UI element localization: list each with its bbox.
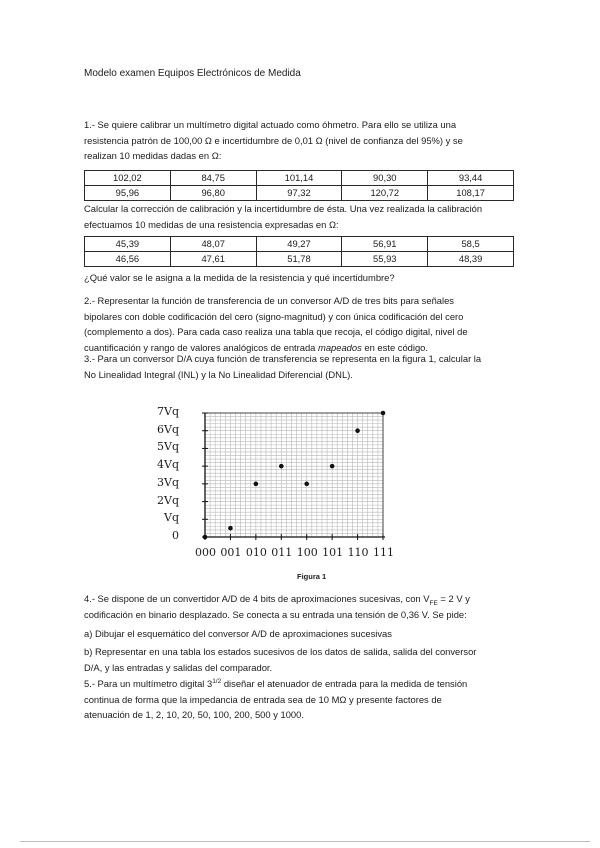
q1-mid-line-2: efectuamos 10 medidas de una resistencia expresadas en Ω: — [84, 218, 339, 230]
q5-line-3: atenuación de 1, 2, 10, 20, 50, 100, 200, 500 y 1000. — [84, 709, 304, 720]
table-cell: 120,72 — [342, 186, 428, 201]
table-cell: 48,39 — [428, 252, 514, 267]
table-row — [85, 237, 514, 252]
data-point — [304, 482, 309, 487]
table-cell: 101,14 — [256, 171, 342, 186]
q4-line-1-subscript: FE — [429, 599, 438, 607]
q1-intro-line-3: realizan 10 medidas dadas en Ω: — [84, 150, 222, 161]
x-tick-label: 111 — [373, 546, 394, 559]
table-cell: 93,44 — [428, 171, 514, 186]
y-tick-label: 2Vq — [157, 493, 179, 507]
table-cell: 96,80 — [170, 186, 256, 201]
q5-line-1-superscript: 1/2 — [212, 677, 222, 685]
q4-line-1-b: = 2 V y — [437, 593, 470, 604]
table-cell: 45,39 — [85, 237, 171, 252]
q1-mid-line-1: Calcular la corrección de calibración y la incertidumbre de ésta. Una vez realizada la calibración — [84, 203, 483, 214]
table-cell: 56,91 — [342, 237, 428, 252]
table-cell: 55,93 — [342, 252, 428, 267]
q3-line-2: No Linealidad Integral (INL) y la No Linealidad Diferencial (DNL). — [84, 368, 353, 380]
q1-intro — [84, 117, 514, 164]
table-cell: 90,30 — [342, 171, 428, 186]
q1-question: ¿Qué valor se le asigna a la medida de la resistencia y qué incertidumbre? — [84, 272, 395, 283]
q4-line-2: codificación en binario desplazado. Se conecta a su entrada una tensión de 0,36 V. Se pide: — [84, 608, 467, 620]
q2-line-2: bipolares con doble codificación del cero (signo-magnitud) y con única codificación del cero — [84, 310, 464, 322]
x-tick-label: 010 — [245, 546, 267, 559]
data-point — [355, 428, 360, 433]
q2-line-4-emphasis: mapeados — [318, 341, 362, 353]
q5-line-1-a: 5.- Para un multímetro digital 3 — [84, 678, 213, 689]
table-cell: 97,32 — [256, 186, 342, 201]
q4-item-b-line-2: D/A, y las entradas y salidas del comparador. — [84, 661, 273, 673]
q2-line-3: (complemento a dos). Para cada caso realiza una tabla que recoja, el código digital, nivel de — [84, 326, 468, 337]
data-point — [330, 464, 335, 469]
q2-line-4-a: cuantificación y rango de valores analógicos de entrada — [84, 341, 319, 353]
x-tick-label: 011 — [271, 546, 293, 559]
q1-measurements-table — [84, 170, 514, 201]
q1-calibration-text — [84, 201, 514, 232]
y-tick-label: 0 — [172, 529, 179, 542]
page-bottom-divider — [20, 841, 590, 842]
x-tick-label: 001 — [220, 546, 242, 559]
y-tick-label: 6Vq — [157, 422, 179, 436]
q5-line-2: continua de forma que la impedancia de entrada sea de 10 MΩ y presente factores de — [84, 693, 442, 705]
q4-line-1 — [84, 591, 514, 607]
table-cell: 102,02 — [85, 171, 171, 186]
q5-line-1-b: diseñar el atenuador de entrada para la medida de tensión — [221, 678, 468, 689]
table-row — [85, 186, 514, 201]
q3-text — [84, 351, 514, 382]
table-cell: 58,5 — [428, 237, 514, 252]
figure-caption: Figura 1 — [297, 572, 327, 581]
y-tick-label: Vq — [164, 511, 179, 525]
table-cell: 48,07 — [170, 237, 256, 252]
q2-text — [84, 293, 514, 355]
table-cell: 49,27 — [256, 237, 342, 252]
q3-line-1: 3.- Para un conversor D/A cuya función de transferencia se representa en la figura 1, calcular la — [84, 353, 482, 364]
table-cell: 95,96 — [85, 186, 171, 201]
y-tick-label: 5Vq — [157, 440, 179, 454]
q5-text — [84, 676, 514, 723]
q4-item-b-line-1: b) Representar en una tabla los estados sucesivos de los datos de salida, salida del conversor — [84, 646, 477, 657]
table-cell: 108,17 — [428, 186, 514, 201]
chart-frame — [205, 413, 383, 537]
data-point — [203, 535, 208, 540]
q4-line-1-a: 4.- Se dispone de un convertidor A/D de 4 bits de aproximaciones sucesivas, con V — [84, 593, 430, 604]
y-tick-label: 7Vq — [157, 405, 179, 418]
q4-item-a: a) Dibujar el esquemático del conversor A/D de aproximaciones sucesivas — [84, 628, 392, 639]
q1-intro-line-1: 1.- Se quiere calibrar un multímetro digital actuado como óhmetro. Para ello se utiliza una — [84, 119, 457, 130]
q2-line-1: 2.- Representar la función de transferencia de un conversor A/D de tres bits para señales — [84, 295, 454, 306]
q4-item-b — [84, 644, 514, 675]
data-point — [228, 526, 233, 531]
data-point — [254, 482, 259, 487]
x-tick-label: 100 — [296, 546, 318, 559]
data-point — [279, 464, 284, 469]
x-tick-label: 000 — [195, 546, 216, 559]
table-row — [85, 252, 514, 267]
q5-line-1 — [84, 676, 514, 692]
y-tick-label: 3Vq — [157, 475, 179, 489]
q1-intro-line-2: resistencia patrón de 100,00 Ω e incertidumbre de 0,01 Ω (nivel de confianza del 95%) y se — [84, 134, 463, 146]
page-title: Modelo examen Equipos Electrónicos de Medida — [84, 68, 301, 79]
table-cell: 47,61 — [170, 252, 256, 267]
q2-line-4-c: en este código. — [361, 341, 428, 353]
y-tick-label: 4Vq — [157, 458, 179, 472]
x-tick-label: 101 — [322, 546, 344, 559]
table-cell: 84,75 — [170, 171, 256, 186]
q4-text — [84, 591, 514, 622]
table-cell: 51,78 — [256, 252, 342, 267]
table-cell: 46,56 — [85, 252, 171, 267]
table-row — [85, 171, 514, 186]
q1-resistance-table — [84, 236, 514, 267]
data-point — [381, 411, 386, 416]
x-tick-label: 110 — [347, 546, 369, 559]
